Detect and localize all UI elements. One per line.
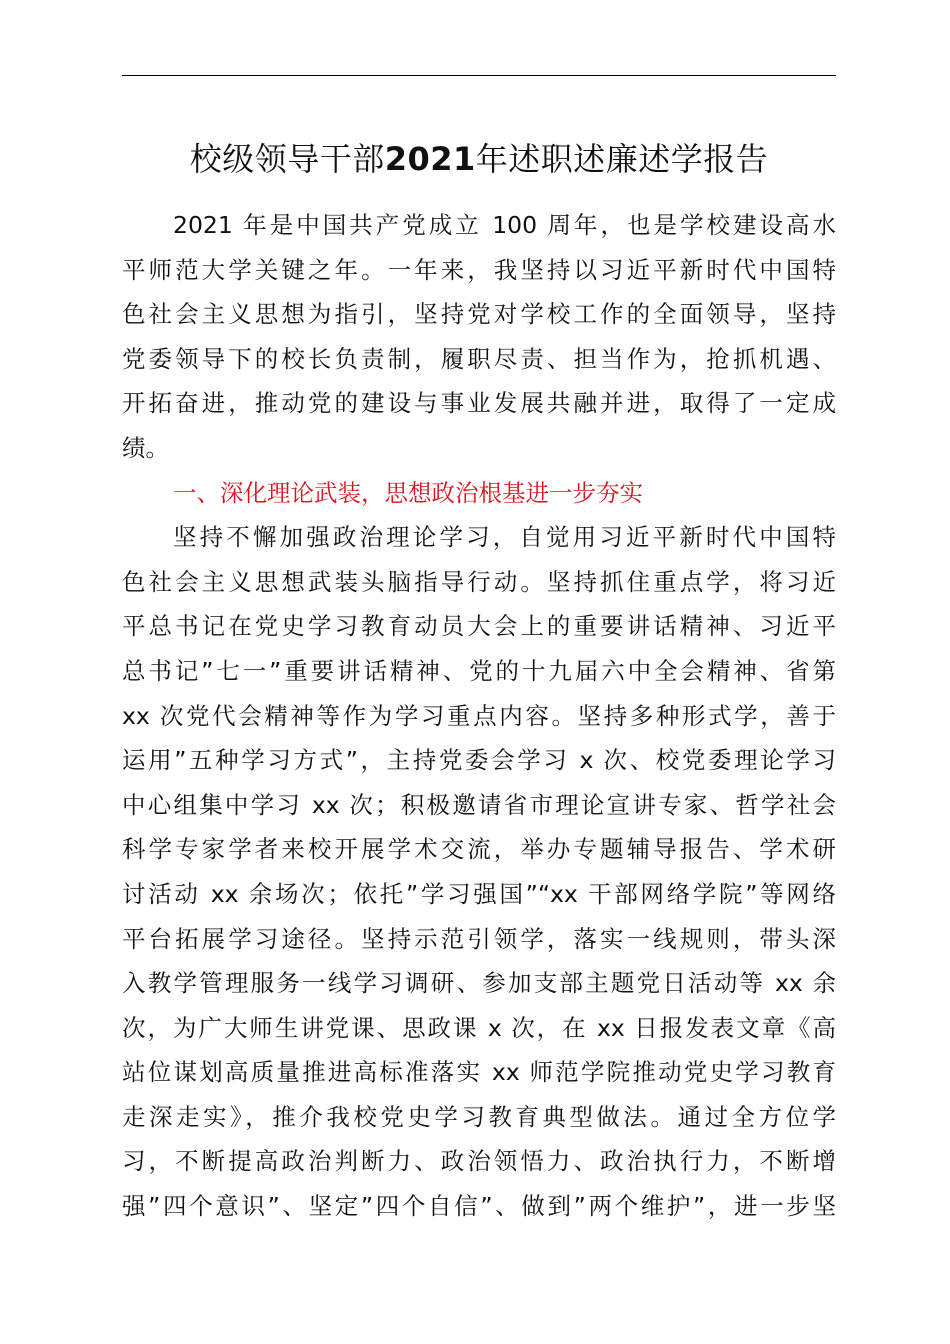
paragraph-line: 党委领导下的校长负责制，履职尽责、担当作为，抢抓机遇、 <box>122 344 836 373</box>
paragraph-line: 2021 年是中国共产党成立 100 周年，也是学校建设高水 <box>173 211 836 239</box>
paragraph-line: 总书记”七一”重要讲话精神、党的十九届六中全会精神、省第 <box>122 656 836 685</box>
title-year: 2021 <box>384 140 476 178</box>
header-rule <box>122 75 836 76</box>
paragraph-line: 科学专家学者来校开展学术交流，举办专题辅导报告、学术研 <box>122 835 836 864</box>
section-heading: 一、深化理论武装，思想政治根基进一步夯实 <box>173 478 643 507</box>
paragraph-line: 色社会主义思想为指引，坚持党对学校工作的全面领导，坚持 <box>122 300 836 329</box>
title-suffix: 年述职述廉述学报告 <box>475 140 769 178</box>
paragraph-line: 次，为广大师生讲党课、思政课 x 次，在 xx 日报发表文章《高 <box>122 1013 836 1042</box>
paragraph-line: 运用”五种学习方式”，主持党委会学习 x 次、校党委理论学习 <box>122 746 836 775</box>
paragraph-line: 平总书记在党史学习教育动员大会上的重要讲话精神、习近平 <box>122 612 836 641</box>
paragraph-line: 开拓奋进，推动党的建设与事业发展共融并进，取得了一定成 <box>122 389 836 418</box>
title-prefix: 校级领导干部 <box>189 140 385 178</box>
paragraph-line: 讨活动 xx 余场次；依托”学习强国”“xx 干部网络学院”等网络 <box>122 879 836 908</box>
paragraph-line: 色社会主义思想武装头脑指导行动。坚持抓住重点学，将习近 <box>122 567 836 596</box>
paragraph-line: 走深走实》，推介我校党史学习教育典型做法。通过全方位学 <box>122 1102 836 1131</box>
intro-paragraph <box>122 203 836 471</box>
paragraph-line: xx 次党代会精神等作为学习重点内容。坚持多种形式学，善于 <box>122 701 836 730</box>
paragraph-line: 坚持不懈加强政治理论学习，自觉用习近平新时代中国特 <box>173 523 836 552</box>
paragraph-line: 绩。 <box>122 433 169 462</box>
document-body <box>122 203 836 1229</box>
paragraph-line: 站位谋划高质量推进高标准落实 xx 师范学院推动党史学习教育 <box>122 1058 836 1087</box>
section1-paragraph <box>122 515 836 1229</box>
paragraph-line: 习，不断提高政治判断力、政治领悟力、政治执行力，不断增 <box>122 1147 836 1176</box>
document-title <box>110 133 848 185</box>
paragraph-line: 中心组集中学习 xx 次；积极邀请省市理论宣讲专家、哲学社会 <box>122 790 836 819</box>
paragraph-line: 平师范大学关键之年。一年来，我坚持以习近平新时代中国特 <box>122 255 836 284</box>
paragraph-line: 强”四个意识”、坚定”四个自信”、做到”两个维护”，进一步坚 <box>122 1192 836 1221</box>
paragraph-line: 入教学管理服务一线学习调研、参加支部主题党日活动等 xx 余 <box>122 969 836 998</box>
paragraph-line: 平台拓展学习途径。坚持示范引领学，落实一线规则，带头深 <box>122 924 836 953</box>
